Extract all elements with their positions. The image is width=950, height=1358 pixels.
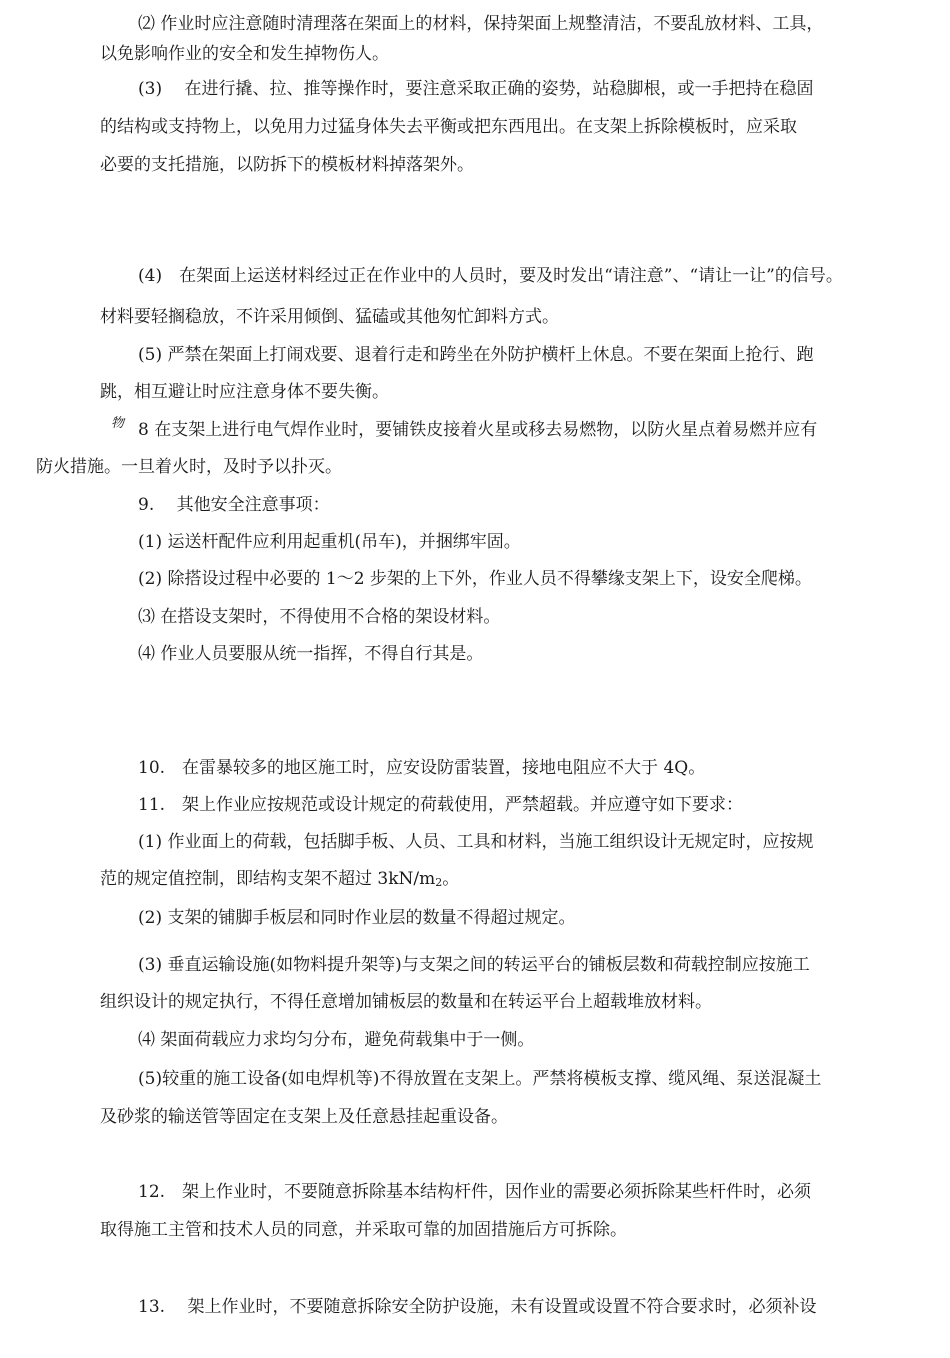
unit-subscript: 2	[435, 876, 443, 889]
para-12-line-2: 取得施工主管和技术人员的同意，并采取可靠的加固措施后方可拆除。	[100, 1220, 627, 1240]
para-11-item-3-line-1: (3) 垂直运输设施(如物料提升架等)与支架之间的转运平台的铺板层数和荷载控制应按施工	[138, 955, 810, 975]
para-8-line-1: 8 在支架上进行电气焊作业时，要铺铁皮接着火星或移去易燃物，以防火星点着易燃并应有	[138, 420, 818, 440]
para-10: 10. 在雷暴较多的地区施工时，应安设防雷装置，接地电阻应不大于 4Q。	[138, 758, 706, 778]
para-5-line-1: (5) 严禁在架面上打闹戏要、退着行走和跨坐在外防护横杆上休息。不要在架面上抢行、跑	[138, 345, 814, 365]
para-2-line-2: 以免影响作业的安全和发生掉物伤人。	[100, 44, 389, 64]
para-11-item-4: ⑷ 架面荷载应力求均匀分布，避免荷载集中于一侧。	[138, 1030, 535, 1050]
para-9-item-3: ⑶ 在搭设支架时，不得使用不合格的架设材料。	[138, 607, 501, 627]
load-limit-text: 范的规定值控制，即结构支架不超过 3kN/m	[100, 869, 436, 889]
para-8-line-2: 防火措施。一旦着火时，及时予以扑灭。	[36, 457, 342, 477]
para-11-item-5-line-1: (5)较重的施工设备(如电焊机等)不得放置在支架上。严禁将模板支撑、缆风绳、泵送混凝土	[138, 1069, 822, 1089]
para-11-heading: 11. 架上作业应按规范或设计规定的荷载使用，严禁超载。并应遵守如下要求：	[138, 795, 744, 815]
para-12-line-1: 12. 架上作业时，不要随意拆除基本结构杆件，因作业的需要必须拆除某些杆件时，必须	[138, 1182, 812, 1202]
para-5-line-2: 跳，相互避让时应注意身体不要失衡。	[100, 382, 389, 402]
para-11-item-5-line-2: 及砂浆的输送管等固定在支架上及任意悬挂起重设备。	[100, 1107, 508, 1127]
handwritten-mark: 物	[111, 416, 125, 431]
line-end-punct: 。	[442, 869, 460, 889]
para-9-heading: 9. 其他安全注意事项：	[138, 495, 330, 515]
para-11-item-3-line-2: 组织设计的规定执行，不得任意增加铺板层的数量和在转运平台上超载堆放材料。	[100, 992, 712, 1012]
para-3-line-1: (3) 在进行撬、拉、推等操作时，要注意采取正确的姿势，站稳脚根，或一手把持在稳固	[138, 79, 814, 99]
para-2-line-1: ⑵ 作业时应注意随时清理落在架面上的材料，保持架面上规整清洁，不要乱放材料、工具，	[138, 14, 824, 34]
para-13-line-1: 13. 架上作业时，不要随意拆除安全防护设施，未有设置或设置不符合要求时，必须补设	[138, 1297, 817, 1317]
para-3-line-2: 的结构或支持物上，以免用力过猛身体失去平衡或把东西甩出。在支架上拆除模板时，应采取	[100, 117, 797, 137]
para-9-item-1: (1) 运送杆配件应利用起重机(吊车)，并捆绑牢固。	[138, 532, 521, 552]
para-4-line-2: 材料要轻搁稳放，不许采用倾倒、猛磕或其他匆忙卸料方式。	[100, 307, 559, 327]
para-3-line-3: 必要的支托措施，以防拆下的模板材料掉落架外。	[100, 155, 474, 175]
para-9-item-2: (2) 除搭设过程中必要的 1〜2 步架的上下外，作业人员不得攀缘支架上下，设安全爬梯。	[138, 569, 812, 589]
para-9-item-4: ⑷ 作业人员要服从统一指挥，不得自行其是。	[138, 644, 484, 664]
para-11-item-2: (2) 支架的铺脚手板层和同时作业层的数量不得超过规定。	[138, 908, 576, 928]
para-11-item-1-line-1: (1) 作业面上的荷载，包括脚手板、人员、工具和材料，当施工组织设计无规定时，应按规	[138, 832, 814, 852]
para-11-item-1-line-2	[100, 867, 459, 895]
para-4-line-1: (4) 在架面上运送材料经过正在作业中的人员时，要及时发出“请注意”、“请让一让”的信号。	[138, 266, 843, 286]
